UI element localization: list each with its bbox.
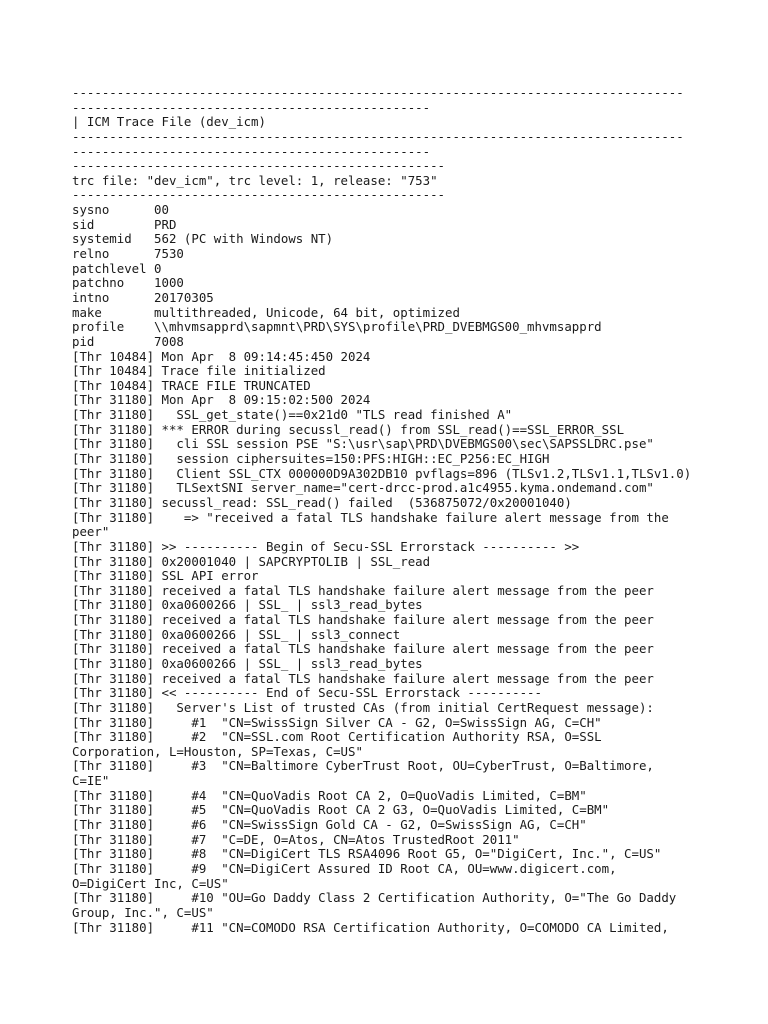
trace-line: ------------------------------------------------ [72,99,431,115]
trace-line: [Thr 31180] TLSextSNI server_name="cert-drcc-prod.a1c4955.kyma.ondemand.com" [72,480,654,496]
trace-line: [Thr 31180] 0xa0600266 | SSL_ | ssl3_connect [72,626,401,642]
trace-line: pid 7008 [72,333,184,349]
trace-line: [Thr 31180] #1 "CN=SwissSign Silver CA - G2, O=SwissSign AG, C=CH" [72,714,602,730]
trace-line: [Thr 10484] Mon Apr 8 09:14:45:450 2024 [72,348,371,364]
trace-line: [Thr 31180] #2 "CN=SSL.com Root Certification Authority RSA, O=SSL [72,729,602,745]
trace-line: Group, Inc.", C=US" [72,904,214,920]
trace-line: C=IE" [72,773,110,789]
trace-line: relno 7530 [72,246,184,262]
trace-line: make multithreaded, Unicode, 64 bit, optimized [72,304,460,320]
trace-line: [Thr 31180] secussl_read: SSL_read() failed (536875072/0x20001040) [72,494,572,510]
trace-line: [Thr 31180] *** ERROR during secussl_read() from SSL_read()==SSL_ERROR_SSL [72,421,625,437]
trace-line: [Thr 31180] >> ---------- Begin of Secu-SSL Errorstack ---------- >> [72,538,580,554]
trace-line: [Thr 31180] #8 "CN=DigiCert TLS RSA4096 Root G5, O="DigiCert, Inc.", C=US" [72,846,662,862]
trace-line: ------------------------------------------------ [72,143,431,159]
trace-line: Corporation, L=Houston, SP=Texas, C=US" [72,743,363,759]
trace-line: | ICM Trace File (dev_icm) [72,114,266,130]
trace-line: [Thr 31180] << ---------- End of Secu-SSL Errorstack ---------- [72,685,542,701]
trace-line: patchno 1000 [72,275,184,291]
trace-line: [Thr 31180] 0xa0600266 | SSL_ | ssl3_read_bytes [72,597,423,613]
trace-line: [Thr 31180] #3 "CN=Baltimore CyberTrust Root, OU=CyberTrust, O=Baltimore, [72,758,654,774]
trace-line: -------------------------------------------------- [72,187,445,203]
trace-line: [Thr 31180] Server's List of trusted CAs (from initial CertRequest message): [72,699,654,715]
trace-line: [Thr 31180] cli SSL session PSE "S:\usr\sap\PRD\DVEBMGS00\sec\SAPSSLDRC.pse" [72,436,654,452]
trace-line: [Thr 31180] #11 "CN=COMODO RSA Certification Authority, O=COMODO CA Limited, [72,919,669,935]
trace-line: [Thr 31180] #7 "C=DE, O=Atos, CN=Atos TrustedRoot 2011" [72,831,520,847]
trace-line: [Thr 31180] #5 "CN=QuoVadis Root CA 2 G3, O=QuoVadis Limited, C=BM" [72,802,610,818]
trace-line: [Thr 31180] received a fatal TLS handshake failure alert message from the peer [72,641,654,657]
trace-line: patchlevel 0 [72,260,162,276]
trace-line: peer" [72,524,110,540]
trace-line: profile \\mhvmsapprd\sapmnt\PRD\SYS\profile\PRD_DVEBMGS00_mhvmsapprd [72,319,602,335]
trace-line: [Thr 31180] 0x20001040 | SAPCRYPTOLIB | SSL_read [72,553,431,569]
trace-line: sysno 00 [72,202,169,218]
trace-line: [Thr 31180] #6 "CN=SwissSign Gold CA - G2, O=SwissSign AG, C=CH" [72,817,587,833]
trace-line: [Thr 31180] 0xa0600266 | SSL_ | ssl3_read_bytes [72,655,423,671]
trace-line: [Thr 31180] SSL_get_state()==0x21d0 "TLS read finished A" [72,407,513,423]
trace-line: trc file: "dev_icm", trc level: 1, release: "753" [72,172,438,188]
trace-line: -------------------------------------------------- [72,158,445,174]
trace-line: systemid 562 (PC with Windows NT) [72,231,334,247]
trace-line: [Thr 31180] received a fatal TLS handshake failure alert message from the peer [72,582,654,598]
trace-line: [Thr 31180] #9 "CN=DigiCert Assured ID Root CA, OU=www.digicert.com, [72,860,617,876]
trace-line: [Thr 10484] TRACE FILE TRUNCATED [72,377,311,393]
trace-line: intno 20170305 [72,289,214,305]
trace-line: [Thr 31180] SSL API error [72,568,259,584]
trace-line: sid PRD [72,216,177,232]
trace-line: [Thr 31180] session ciphersuites=150:PFS:HIGH::EC_P256:EC_HIGH [72,451,550,467]
trace-line: [Thr 10484] Trace file initialized [72,363,326,379]
trace-line: ---------------------------------------------------------------------------------- [72,128,684,144]
trace-line: [Thr 31180] received a fatal TLS handshake failure alert message from the peer [72,612,654,628]
trace-file-document [72,86,712,935]
trace-line: [Thr 31180] Client SSL_CTX 000000D9A302DB10 pvflags=896 (TLSv1.2,TLSv1.1,TLSv1.0) [72,465,692,481]
trace-line: [Thr 31180] #4 "CN=QuoVadis Root CA 2, O=QuoVadis Limited, C=BM" [72,787,587,803]
trace-line: [Thr 31180] Mon Apr 8 09:15:02:500 2024 [72,392,371,408]
trace-line: [Thr 31180] #10 "OU=Go Daddy Class 2 Certification Authority, O="The Go Daddy [72,890,677,906]
trace-line: O=DigiCert Inc, C=US" [72,875,229,891]
trace-line: ---------------------------------------------------------------------------------- [72,85,684,100]
trace-line: [Thr 31180] => "received a fatal TLS handshake failure alert message from the [72,509,669,525]
trace-line: [Thr 31180] received a fatal TLS handshake failure alert message from the peer [72,670,654,686]
